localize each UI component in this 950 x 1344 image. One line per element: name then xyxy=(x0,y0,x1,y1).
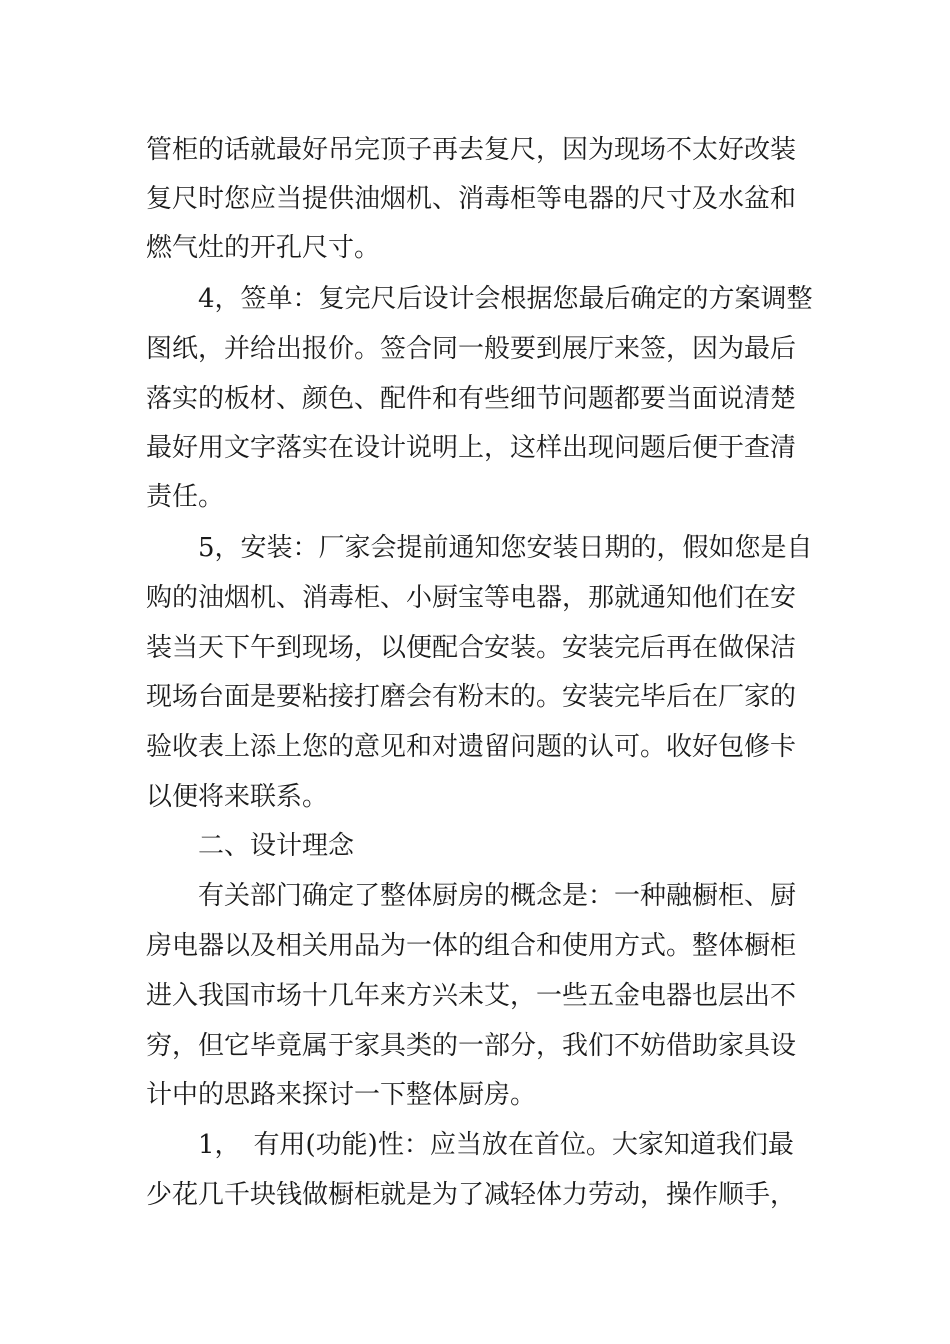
text-line: 进入我国市场十几年来方兴未艾，一些五金电器也层出不 xyxy=(146,981,797,1011)
text-line: 少花几千块钱做橱柜就是为了减轻体力劳动，操作顺手， xyxy=(146,1180,797,1210)
text-line: 购的油烟机、消毒柜、小厨宝等电器，那就通知他们在安 xyxy=(146,583,797,613)
text-line: 有关部门确定了整体厨房的概念是：一种融橱柜、厨 xyxy=(146,881,797,911)
text-line: 复尺时您应当提供油烟机、消毒柜等电器的尺寸及水盆和 xyxy=(146,184,797,214)
text-line: 5，安装：厂家会提前通知您安装日期的，假如您是自 xyxy=(146,533,813,563)
text-line: 验收表上添上您的意见和对遗留问题的认可。收好包修卡 xyxy=(146,732,797,762)
text-line: 最好用文字落实在设计说明上，这样出现问题后便于查清 xyxy=(146,433,797,463)
text-line: 责任。 xyxy=(146,482,225,512)
text-line: 管柜的话就最好吊完顶子再去复尺，因为现场不太好改装 xyxy=(146,135,797,165)
section-heading: 二、设计理念 xyxy=(146,831,355,861)
text-line: 装当天下午到现场，以便配合安装。安装完后再在做保洁 xyxy=(146,633,797,663)
text-line: 现场台面是要粘接打磨会有粉末的。安装完毕后在厂家的 xyxy=(146,682,797,712)
text-line: 穷，但它毕竟属于家具类的一部分，我们不妨借助家具设 xyxy=(146,1031,797,1061)
text-line: 落实的板材、颜色、配件和有些细节问题都要当面说清楚 xyxy=(146,384,797,414)
text-line: 4，签单：复完尺后设计会根据您最后确定的方案调整 xyxy=(146,284,813,314)
text-line: 以便将来联系。 xyxy=(146,782,329,812)
text-line: 燃气灶的开孔尺寸。 xyxy=(146,233,381,263)
text-line: 房电器以及相关用品为一体的组合和使用方式。整体橱柜 xyxy=(146,931,797,961)
text-line: 图纸，并给出报价。签合同一般要到展厅来签，因为最后 xyxy=(146,334,797,364)
text-line: 计中的思路来探讨一下整体厨房。 xyxy=(146,1080,537,1110)
text-line: 1， 有用(功能)性：应当放在首位。大家知道我们最 xyxy=(146,1130,794,1160)
